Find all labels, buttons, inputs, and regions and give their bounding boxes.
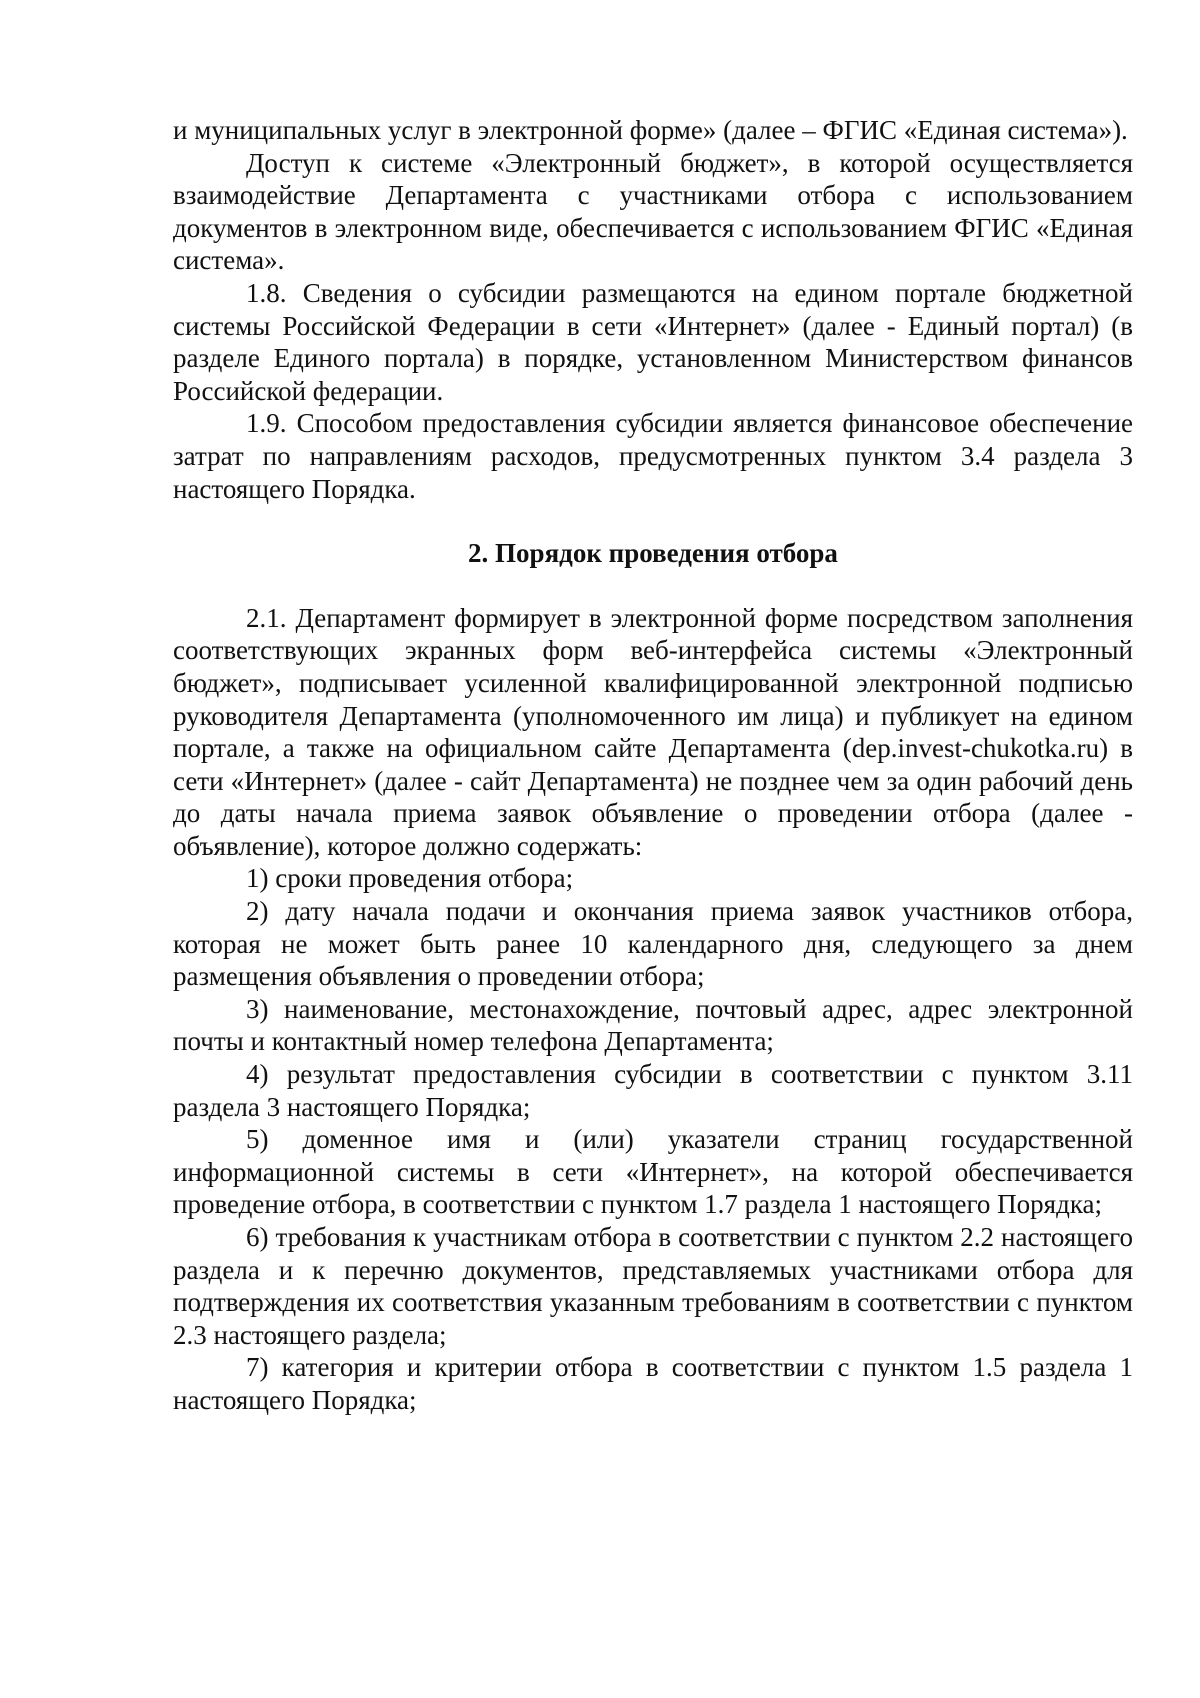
list-item: 2) дату начала подачи и окончания приема заявок участников отбора, которая не может быть ранее 10 календарного дня, следующего за днем размещения объявления о проведении отбора; (173, 896, 1133, 992)
list-item: 5) доменное имя и (или) указатели страниц государственной информационной системы в сети «Интернет», на которой обеспечивается проведение отбора, в соответствии с пунктом 1.7 раздела 1 настоящего Порядка; (173, 1124, 1133, 1220)
paragraph-access: Доступ к системе «Электронный бюджет», в которой осуществляется взаимодействие Департамента с участниками отбора с использованием документов в электронном виде, обеспечивается с использованием ФГИС «Единая система». (173, 147, 1133, 276)
list-item: 3) наименование, местонахождение, почтовый адрес, адрес электронной почты и контактный номер телефона Департамента; (173, 993, 1133, 1057)
paragraph-continuation: и муниципальных услуг в электронной форме» (далее – ФГИС «Единая система»). (173, 115, 1128, 145)
paragraph-1-9: 1.9. Способом предоставления субсидии является финансовое обеспечение затрат по направлениям расходов, предусмотренных пунктом 3.4 раздела 3 настоящего Порядка. (173, 408, 1133, 504)
document-page (173, 114, 1133, 1417)
list-item: 4) результат предоставления субсидии в соответствии с пунктом 3.11 раздела 3 настоящего Порядка; (173, 1059, 1133, 1122)
paragraph-2-1: 2.1. Департамент формирует в электронной форме посредством заполнения соответствующих экранных форм веб-интерфейса системы «Электронный бюджет», подписывает усиленной квалифицированной электронной подписью руководителя Департамента (уполномоченного им лица) и публикует на едином портале, а также на официальном сайте Департамента (dep.invest-chukotka.ru) в сети «Интернет» (далее - сайт Департамента) не позднее чем за один рабочий день до даты начала приема заявок объявление о проведении отбора (далее - объявление), которое должно содержать: (173, 602, 1133, 861)
section-heading: 2. Порядок проведения отбора (468, 538, 838, 569)
list-item: 1) сроки проведения отбора; (246, 863, 574, 894)
list-item: 7) категория и критерии отбора в соответствии с пунктом 1.5 раздела 1 настоящего Порядка; (173, 1352, 1133, 1415)
paragraph-1-8: 1.8. Сведения о субсидии размещаются на едином портале бюджетной системы Российской Федерации в сети «Интернет» (далее - Единый портал) (в разделе Единого портала) в порядке, установленном Министерством финансов Российской федерации. (173, 277, 1133, 406)
spacer (173, 570, 1133, 602)
spacer (173, 505, 1133, 537)
list-item: 6) требования к участникам отбора в соответствии с пунктом 2.2 настоящего раздела и к перечню документов, представляемых участниками отбора для подтверждения их соответствия указанным требованиям в соответствии с пунктом 2.3 настоящего раздела; (173, 1222, 1133, 1350)
